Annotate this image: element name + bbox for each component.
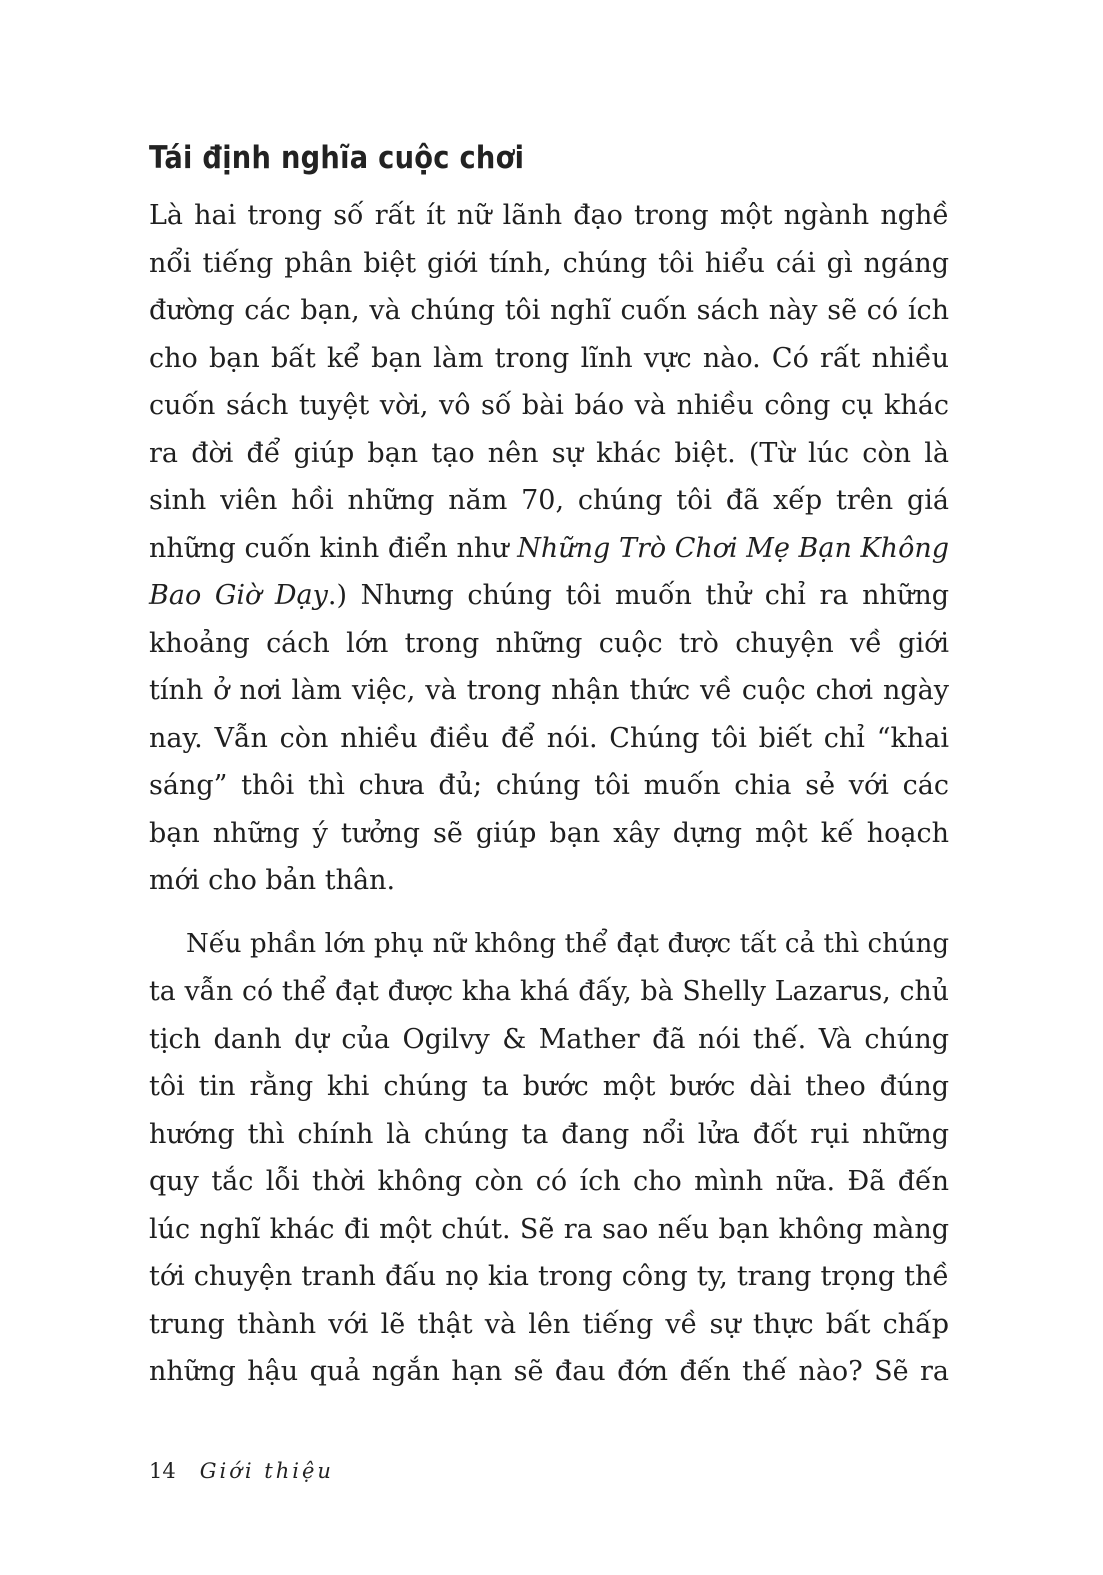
paragraph-2 bbox=[149, 921, 949, 1396]
text-line: cuốn sách tuyệt vời, vô số bài báo và nhiều công cụ khác bbox=[149, 390, 949, 421]
text-line: tính ở nơi làm việc, và trong nhận thức về cuộc chơi ngày bbox=[149, 675, 949, 706]
text-line: hướng thì chính là chúng ta đang nổi lửa đốt rụi những bbox=[149, 1118, 949, 1150]
text-line: lúc nghĩ khác đi một chút. Sẽ ra sao nếu bạn không màng bbox=[149, 1213, 949, 1245]
paragraph-1 bbox=[149, 192, 949, 905]
text-line: Nếu phần lớn phụ nữ không thể đạt được tất cả thì chúng bbox=[186, 928, 949, 959]
body-text bbox=[149, 192, 949, 1396]
text-line bbox=[149, 572, 949, 620]
text-line: trung thành với lẽ thật và lên tiếng về sự thực bất chấp bbox=[149, 1308, 949, 1340]
text-line: quy tắc lỗi thời không còn có ích cho mình nữa. Đã đến bbox=[149, 1166, 949, 1197]
text-line bbox=[149, 525, 949, 573]
text-line: đường các bạn, và chúng tôi nghĩ cuốn sách này sẽ có ích bbox=[149, 295, 949, 326]
book-title: Những Trò Chơi Mẹ Bạn Không bbox=[517, 532, 949, 564]
text-fragment: .) Nhưng chúng tôi muốn thử chỉ ra những bbox=[327, 580, 949, 611]
section-heading: Tái định nghĩa cuộc chơi bbox=[149, 140, 525, 176]
text-fragment: những cuốn kinh điển như bbox=[149, 532, 518, 564]
text-line: nay. Vẫn còn nhiều điều để nói. Chúng tôi biết chỉ “khai bbox=[149, 722, 949, 754]
text-line: tôi tin rằng khi chúng ta bước một bước dài theo đúng bbox=[149, 1071, 949, 1102]
text-line: sinh viên hồi những năm 70, chúng tôi đã xếp trên giá bbox=[149, 485, 949, 516]
text-line: tới chuyện tranh đấu nọ kia trong công ty, trang trọng thề bbox=[149, 1261, 949, 1292]
running-section-title: Giới thiệu bbox=[199, 1459, 334, 1483]
text-line: ra đời để giúp bạn tạo nên sự khác biệt. (Từ lúc còn là bbox=[149, 437, 949, 469]
text-line: nổi tiếng phân biệt giới tính, chúng tôi hiểu cái gì ngáng bbox=[149, 247, 949, 279]
text-line: mới cho bản thân. bbox=[149, 865, 396, 896]
page-footer bbox=[149, 1456, 334, 1486]
text-line: khoảng cách lớn trong những cuộc trò chuyện về giới bbox=[149, 627, 949, 659]
text-line: những hậu quả ngắn hạn sẽ đau đớn đến thế nào? Sẽ ra bbox=[149, 1356, 949, 1387]
text-line: bạn những ý tưởng sẽ giúp bạn xây dựng một kế hoạch bbox=[149, 817, 949, 849]
text-line: sáng” thôi thì chưa đủ; chúng tôi muốn chia sẻ với các bbox=[149, 770, 949, 801]
page-number: 14 bbox=[149, 1459, 176, 1483]
book-title: Bao Giờ Dạy bbox=[149, 580, 328, 611]
text-line: tịch danh dự của Ogilvy & Mather đã nói thế. Và chúng bbox=[149, 1023, 949, 1055]
text-line: cho bạn bất kể bạn làm trong lĩnh vực nào. Có rất nhiều bbox=[149, 342, 949, 374]
text-line: ta vẫn có thể đạt được kha khá đấy, bà Shelly Lazarus, chủ bbox=[149, 976, 949, 1007]
text-line: Là hai trong số rất ít nữ lãnh đạo trong một ngành nghề bbox=[149, 200, 949, 231]
